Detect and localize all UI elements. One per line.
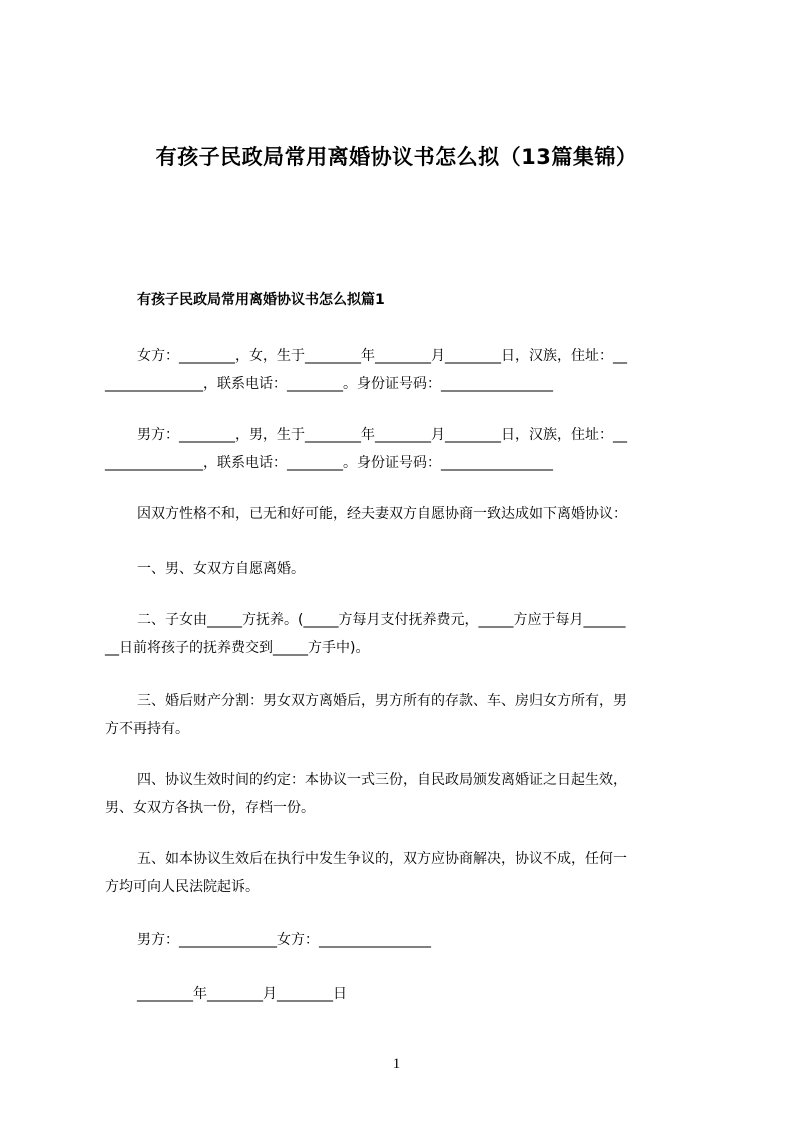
clause-1-paragraph xyxy=(105,555,703,583)
clause-4-paragraph xyxy=(105,766,703,822)
clause-4-line-1: 四、协议生效时间的约定：本协议一式三份，自民政局颁发离婚证之日起生效， xyxy=(137,772,627,788)
clause-2-line-2: __日前将孩子的抚养费交到_____方手中)。 xyxy=(105,640,370,656)
preamble-line: 因双方性格不和，已无和好可能，经夫妻双方自愿协商一致达成如下离婚协议： xyxy=(137,506,627,522)
clause-4-line-2: 男、女双方各执一份，存档一份。 xyxy=(105,800,315,816)
husband-info-paragraph xyxy=(105,421,703,477)
clause-2-paragraph xyxy=(105,606,703,662)
section-heading: 有孩子民政局常用离婚协议书怎么拟篇1 xyxy=(137,292,385,308)
clause-5-line-2: 方均可向人民法院起诉。 xyxy=(105,879,259,895)
preamble-paragraph xyxy=(105,500,703,528)
wife-info-line-2: ______________，联系电话：________。身份证号码：________________ xyxy=(105,376,553,392)
clause-5-line-1: 五、如本协议生效后在执行中发生争议的，双方应协商解决，协议不成，任何一 xyxy=(137,851,627,867)
date-paragraph xyxy=(105,980,703,1008)
date-line: ________年________月________日 xyxy=(137,986,347,1002)
page-number: 1 xyxy=(392,1056,401,1072)
signature-paragraph xyxy=(105,926,703,954)
wife-info-paragraph xyxy=(105,342,703,398)
clause-2-line-1: 二、子女由_____方抚养。(_____方每月支付抚养费元，_____方应于每月______ xyxy=(137,612,626,628)
husband-info-line-2: ______________，联系电话：________。身份证号码：________________ xyxy=(105,455,553,471)
clause-1-line: 一、男、女双方自愿离婚。 xyxy=(137,561,305,577)
clause-3-line-2: 方不再持有。 xyxy=(105,721,189,737)
document-title: 有孩子民政局常用离婚协议书怎么拟（13篇集锦） xyxy=(155,145,638,169)
husband-info-line-1: 男方：________，男，生于________年________月________日，汉族，住址：__ xyxy=(137,427,627,443)
signature-line: 男方：______________女方：________________ xyxy=(137,932,431,948)
clause-3-line-1: 三、婚后财产分割：男女双方离婚后，男方所有的存款、车、房归女方所有，男 xyxy=(137,693,627,709)
wife-info-line-1: 女方：________，女，生于________年________月________日，汉族，住址：__ xyxy=(137,348,627,364)
clause-5-paragraph xyxy=(105,845,703,901)
clause-3-paragraph xyxy=(105,687,703,743)
